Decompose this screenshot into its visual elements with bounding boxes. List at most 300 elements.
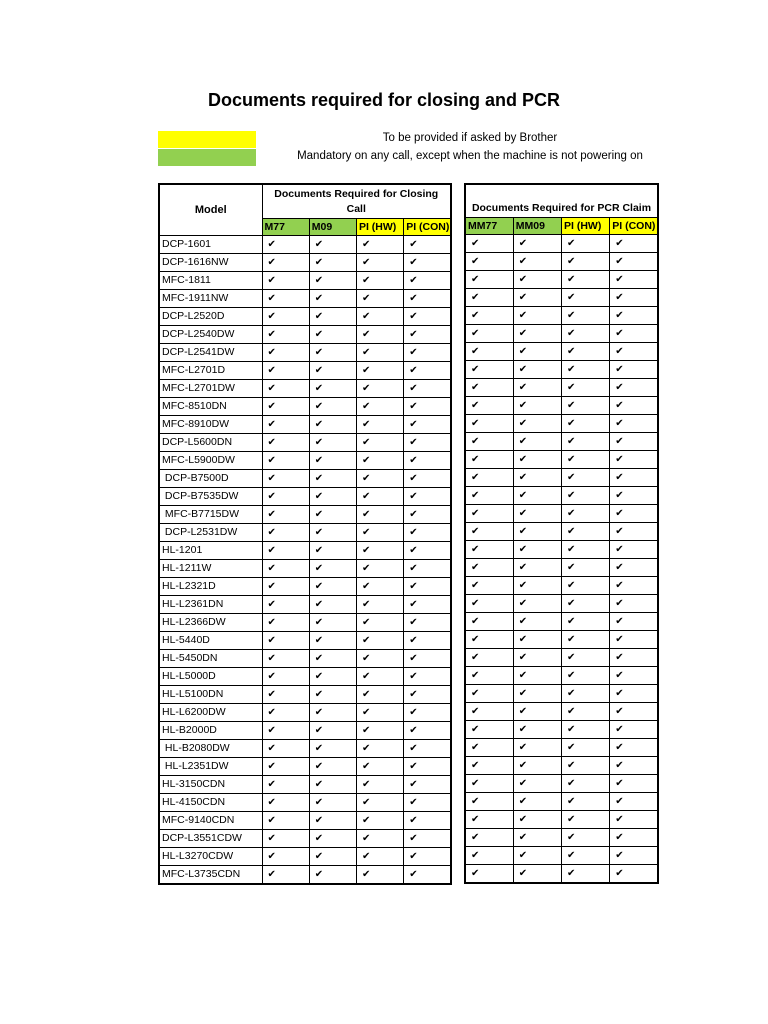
table-row: [159, 488, 451, 506]
model-cell: HL-4150CDN: [159, 794, 262, 812]
col-header-pi-hw-pcr: PI (HW): [562, 218, 610, 235]
model-cell: MFC-L3735CDN: [159, 866, 262, 885]
check-icon: ✔: [513, 865, 561, 884]
table-row: [465, 667, 658, 685]
table-row: [159, 524, 451, 542]
check-icon: ✔: [356, 434, 403, 452]
table-row: [159, 254, 451, 272]
check-icon: ✔: [610, 415, 658, 433]
check-icon: ✔: [465, 811, 513, 829]
table-row: [159, 236, 451, 254]
check-icon: ✔: [513, 379, 561, 397]
check-icon: ✔: [465, 577, 513, 595]
check-icon: ✔: [262, 848, 309, 866]
table-row: [465, 487, 658, 505]
table-row: [465, 397, 658, 415]
table-row: [465, 289, 658, 307]
check-icon: ✔: [262, 866, 309, 885]
model-cell: DCP-B7500D: [159, 470, 262, 488]
table-row: [159, 758, 451, 776]
model-cell: DCP-L2531DW: [159, 524, 262, 542]
check-icon: ✔: [404, 506, 451, 524]
check-icon: ✔: [404, 398, 451, 416]
closing-group-header: Documents Required for Closing Call: [262, 184, 451, 219]
table-row: [465, 235, 658, 253]
table-row: [159, 830, 451, 848]
check-icon: ✔: [262, 452, 309, 470]
check-icon: ✔: [465, 721, 513, 739]
check-icon: ✔: [309, 830, 356, 848]
check-icon: ✔: [465, 649, 513, 667]
table-row: [465, 523, 658, 541]
check-icon: ✔: [356, 542, 403, 560]
check-icon: ✔: [562, 865, 610, 884]
model-cell: DCP-L2541DW: [159, 344, 262, 362]
check-icon: ✔: [356, 758, 403, 776]
table-row: [159, 416, 451, 434]
check-icon: ✔: [262, 722, 309, 740]
table-row: [159, 344, 451, 362]
check-icon: ✔: [404, 524, 451, 542]
check-icon: ✔: [513, 649, 561, 667]
check-icon: ✔: [356, 470, 403, 488]
check-icon: ✔: [262, 632, 309, 650]
check-icon: ✔: [562, 415, 610, 433]
check-icon: ✔: [262, 272, 309, 290]
check-icon: ✔: [404, 560, 451, 578]
check-icon: ✔: [404, 866, 451, 885]
check-icon: ✔: [404, 596, 451, 614]
check-icon: ✔: [465, 685, 513, 703]
check-icon: ✔: [562, 703, 610, 721]
table-row: [465, 757, 658, 775]
check-icon: ✔: [465, 343, 513, 361]
check-icon: ✔: [562, 631, 610, 649]
table-row: [159, 542, 451, 560]
check-icon: ✔: [513, 451, 561, 469]
check-icon: ✔: [513, 595, 561, 613]
check-icon: ✔: [513, 361, 561, 379]
check-icon: ✔: [262, 254, 309, 272]
check-icon: ✔: [356, 830, 403, 848]
table-row: [465, 451, 658, 469]
table-row: [159, 272, 451, 290]
model-cell: MFC-1811: [159, 272, 262, 290]
check-icon: ✔: [513, 847, 561, 865]
check-icon: ✔: [404, 686, 451, 704]
check-icon: ✔: [309, 686, 356, 704]
check-icon: ✔: [356, 398, 403, 416]
table-row: [159, 686, 451, 704]
check-icon: ✔: [309, 596, 356, 614]
check-icon: ✔: [465, 613, 513, 631]
check-icon: ✔: [309, 650, 356, 668]
check-icon: ✔: [309, 326, 356, 344]
check-icon: ✔: [262, 614, 309, 632]
check-icon: ✔: [404, 794, 451, 812]
check-icon: ✔: [356, 686, 403, 704]
check-icon: ✔: [562, 829, 610, 847]
check-icon: ✔: [562, 847, 610, 865]
table-row: [465, 343, 658, 361]
col-header-m09: M09: [309, 219, 356, 236]
check-icon: ✔: [562, 757, 610, 775]
check-icon: ✔: [610, 379, 658, 397]
check-icon: ✔: [309, 290, 356, 308]
check-icon: ✔: [404, 614, 451, 632]
check-icon: ✔: [562, 469, 610, 487]
check-icon: ✔: [404, 488, 451, 506]
check-icon: ✔: [513, 811, 561, 829]
table-row: [465, 613, 658, 631]
check-icon: ✔: [309, 614, 356, 632]
check-icon: ✔: [356, 668, 403, 686]
check-icon: ✔: [404, 308, 451, 326]
check-icon: ✔: [610, 559, 658, 577]
check-icon: ✔: [262, 344, 309, 362]
check-icon: ✔: [513, 757, 561, 775]
check-icon: ✔: [404, 722, 451, 740]
check-icon: ✔: [610, 793, 658, 811]
check-icon: ✔: [513, 793, 561, 811]
check-icon: ✔: [513, 307, 561, 325]
check-icon: ✔: [309, 344, 356, 362]
check-icon: ✔: [562, 649, 610, 667]
table-row: [159, 614, 451, 632]
check-icon: ✔: [262, 398, 309, 416]
check-icon: ✔: [562, 793, 610, 811]
check-icon: ✔: [262, 704, 309, 722]
check-icon: ✔: [309, 812, 356, 830]
check-icon: ✔: [513, 685, 561, 703]
check-icon: ✔: [309, 254, 356, 272]
check-icon: ✔: [309, 362, 356, 380]
check-icon: ✔: [513, 631, 561, 649]
model-cell: HL-L2361DN: [159, 596, 262, 614]
check-icon: ✔: [513, 469, 561, 487]
check-icon: ✔: [513, 325, 561, 343]
check-icon: ✔: [610, 469, 658, 487]
legend-yellow-text: To be provided if asked by Brother: [382, 132, 558, 144]
table-row: [465, 631, 658, 649]
check-icon: ✔: [610, 397, 658, 415]
table-row: [465, 703, 658, 721]
check-icon: ✔: [262, 524, 309, 542]
table-row: [159, 596, 451, 614]
check-icon: ✔: [309, 488, 356, 506]
page-title: Documents required for closing and PCR: [207, 90, 561, 110]
model-cell: MFC-9140CDN: [159, 812, 262, 830]
table-row: [465, 865, 658, 884]
check-icon: ✔: [513, 829, 561, 847]
check-icon: ✔: [404, 650, 451, 668]
check-icon: ✔: [513, 721, 561, 739]
check-icon: ✔: [610, 343, 658, 361]
check-icon: ✔: [513, 667, 561, 685]
check-icon: ✔: [465, 271, 513, 289]
check-icon: ✔: [404, 740, 451, 758]
col-header-mm09: MM09: [513, 218, 561, 235]
check-icon: ✔: [610, 523, 658, 541]
check-icon: ✔: [465, 505, 513, 523]
check-icon: ✔: [465, 631, 513, 649]
check-icon: ✔: [404, 290, 451, 308]
check-icon: ✔: [610, 775, 658, 793]
check-icon: ✔: [465, 559, 513, 577]
check-icon: ✔: [356, 704, 403, 722]
check-icon: ✔: [610, 289, 658, 307]
check-icon: ✔: [465, 289, 513, 307]
check-icon: ✔: [610, 847, 658, 865]
pcr-group-header: Documents Required for PCR Claim: [465, 184, 658, 218]
check-icon: ✔: [513, 577, 561, 595]
check-icon: ✔: [356, 722, 403, 740]
check-icon: ✔: [610, 271, 658, 289]
check-icon: ✔: [465, 523, 513, 541]
closing-documents-table: [158, 183, 452, 885]
check-icon: ✔: [309, 866, 356, 885]
model-cell: HL-B2080DW: [159, 740, 262, 758]
check-icon: ✔: [404, 776, 451, 794]
table-row: [465, 811, 658, 829]
check-icon: ✔: [262, 830, 309, 848]
check-icon: ✔: [404, 452, 451, 470]
table-row: [159, 578, 451, 596]
check-icon: ✔: [356, 848, 403, 866]
model-cell: DCP-1601: [159, 236, 262, 254]
check-icon: ✔: [356, 380, 403, 398]
model-cell: MFC-8510DN: [159, 398, 262, 416]
check-icon: ✔: [404, 416, 451, 434]
check-icon: ✔: [465, 847, 513, 865]
model-cell: MFC-L2701DW: [159, 380, 262, 398]
legend-green-text: Mandatory on any call, except when the machine is not powering on: [297, 150, 643, 162]
table-row: [159, 812, 451, 830]
check-icon: ✔: [562, 775, 610, 793]
check-icon: ✔: [356, 488, 403, 506]
check-icon: ✔: [610, 829, 658, 847]
check-icon: ✔: [513, 235, 561, 253]
check-icon: ✔: [562, 307, 610, 325]
check-icon: ✔: [562, 595, 610, 613]
col-header-m77: M77: [262, 219, 309, 236]
check-icon: ✔: [465, 415, 513, 433]
check-icon: ✔: [309, 236, 356, 254]
table-row: [159, 650, 451, 668]
check-icon: ✔: [513, 541, 561, 559]
check-icon: ✔: [610, 595, 658, 613]
table-row: [159, 452, 451, 470]
model-cell: HL-L2351DW: [159, 758, 262, 776]
check-icon: ✔: [309, 848, 356, 866]
model-cell: DCP-L3551CDW: [159, 830, 262, 848]
check-icon: ✔: [404, 848, 451, 866]
model-cell: HL-L3270CDW: [159, 848, 262, 866]
check-icon: ✔: [465, 379, 513, 397]
model-cell: DCP-B7535DW: [159, 488, 262, 506]
check-icon: ✔: [262, 542, 309, 560]
table-row: [465, 847, 658, 865]
table-row: [465, 541, 658, 559]
check-icon: ✔: [356, 362, 403, 380]
check-icon: ✔: [356, 812, 403, 830]
check-icon: ✔: [262, 326, 309, 344]
check-icon: ✔: [262, 650, 309, 668]
check-icon: ✔: [309, 632, 356, 650]
check-icon: ✔: [562, 487, 610, 505]
col-header-pi-con: PI (CON): [404, 219, 451, 236]
check-icon: ✔: [465, 595, 513, 613]
model-cell: DCP-L2520D: [159, 308, 262, 326]
check-icon: ✔: [309, 308, 356, 326]
model-cell: HL-5450DN: [159, 650, 262, 668]
check-icon: ✔: [465, 739, 513, 757]
model-cell: HL-B2000D: [159, 722, 262, 740]
check-icon: ✔: [562, 523, 610, 541]
model-cell: HL-L2366DW: [159, 614, 262, 632]
table-row: [159, 560, 451, 578]
check-icon: ✔: [610, 541, 658, 559]
check-icon: ✔: [404, 470, 451, 488]
check-icon: ✔: [356, 344, 403, 362]
table-row: [159, 362, 451, 380]
check-icon: ✔: [610, 433, 658, 451]
table-row: [159, 722, 451, 740]
table-row: [465, 595, 658, 613]
check-icon: ✔: [262, 686, 309, 704]
table-row: [465, 775, 658, 793]
check-icon: ✔: [404, 434, 451, 452]
model-header: Model: [159, 184, 262, 236]
check-icon: ✔: [356, 254, 403, 272]
table-row: [159, 866, 451, 885]
check-icon: ✔: [562, 397, 610, 415]
check-icon: ✔: [513, 253, 561, 271]
check-icon: ✔: [610, 505, 658, 523]
table-row: [159, 470, 451, 488]
check-icon: ✔: [465, 865, 513, 884]
model-cell: HL-L2321D: [159, 578, 262, 596]
check-icon: ✔: [465, 469, 513, 487]
check-icon: ✔: [610, 811, 658, 829]
check-icon: ✔: [513, 289, 561, 307]
model-cell: MFC-8910DW: [159, 416, 262, 434]
check-icon: ✔: [404, 380, 451, 398]
check-icon: ✔: [610, 361, 658, 379]
check-icon: ✔: [562, 721, 610, 739]
check-icon: ✔: [262, 506, 309, 524]
check-icon: ✔: [404, 272, 451, 290]
model-cell: MFC-L5900DW: [159, 452, 262, 470]
check-icon: ✔: [356, 308, 403, 326]
col-header-mm77: MM77: [465, 218, 513, 235]
check-icon: ✔: [610, 757, 658, 775]
check-icon: ✔: [610, 451, 658, 469]
check-icon: ✔: [465, 397, 513, 415]
model-cell: DCP-1616NW: [159, 254, 262, 272]
check-icon: ✔: [262, 380, 309, 398]
check-icon: ✔: [562, 541, 610, 559]
check-icon: ✔: [356, 416, 403, 434]
check-icon: ✔: [309, 434, 356, 452]
table-row: [159, 290, 451, 308]
check-icon: ✔: [309, 416, 356, 434]
model-cell: HL-L5100DN: [159, 686, 262, 704]
check-icon: ✔: [465, 703, 513, 721]
table-row: [159, 776, 451, 794]
check-icon: ✔: [404, 254, 451, 272]
check-icon: ✔: [356, 236, 403, 254]
model-cell: HL-1211W: [159, 560, 262, 578]
table-row: [465, 361, 658, 379]
check-icon: ✔: [404, 344, 451, 362]
check-icon: ✔: [309, 722, 356, 740]
check-icon: ✔: [356, 632, 403, 650]
check-icon: ✔: [562, 451, 610, 469]
check-icon: ✔: [404, 578, 451, 596]
check-icon: ✔: [356, 272, 403, 290]
check-icon: ✔: [309, 524, 356, 542]
check-icon: ✔: [465, 541, 513, 559]
table-row: [465, 721, 658, 739]
table-row: [465, 559, 658, 577]
table-row: [159, 848, 451, 866]
check-icon: ✔: [262, 596, 309, 614]
check-icon: ✔: [356, 560, 403, 578]
check-icon: ✔: [465, 253, 513, 271]
check-icon: ✔: [356, 290, 403, 308]
check-icon: ✔: [513, 775, 561, 793]
check-icon: ✔: [309, 380, 356, 398]
check-icon: ✔: [309, 704, 356, 722]
check-icon: ✔: [262, 236, 309, 254]
model-cell: HL-L6200DW: [159, 704, 262, 722]
check-icon: ✔: [262, 578, 309, 596]
table-row: [465, 649, 658, 667]
check-icon: ✔: [610, 577, 658, 595]
check-icon: ✔: [513, 613, 561, 631]
table-row: [465, 577, 658, 595]
check-icon: ✔: [309, 560, 356, 578]
check-icon: ✔: [465, 793, 513, 811]
check-icon: ✔: [309, 470, 356, 488]
check-icon: ✔: [513, 343, 561, 361]
check-icon: ✔: [404, 236, 451, 254]
table-row: [159, 326, 451, 344]
check-icon: ✔: [309, 794, 356, 812]
check-icon: ✔: [610, 685, 658, 703]
table-row: [465, 433, 658, 451]
model-cell: HL-3150CDN: [159, 776, 262, 794]
model-cell: MFC-B7715DW: [159, 506, 262, 524]
check-icon: ✔: [610, 865, 658, 884]
table-row: [159, 632, 451, 650]
table-row: [159, 308, 451, 326]
table-row: [159, 398, 451, 416]
check-icon: ✔: [562, 505, 610, 523]
check-icon: ✔: [356, 596, 403, 614]
table-row: [159, 506, 451, 524]
check-icon: ✔: [262, 794, 309, 812]
check-icon: ✔: [356, 776, 403, 794]
check-icon: ✔: [513, 415, 561, 433]
check-icon: ✔: [610, 667, 658, 685]
model-cell: DCP-L2540DW: [159, 326, 262, 344]
check-icon: ✔: [356, 578, 403, 596]
check-icon: ✔: [262, 488, 309, 506]
check-icon: ✔: [404, 830, 451, 848]
check-icon: ✔: [309, 542, 356, 560]
